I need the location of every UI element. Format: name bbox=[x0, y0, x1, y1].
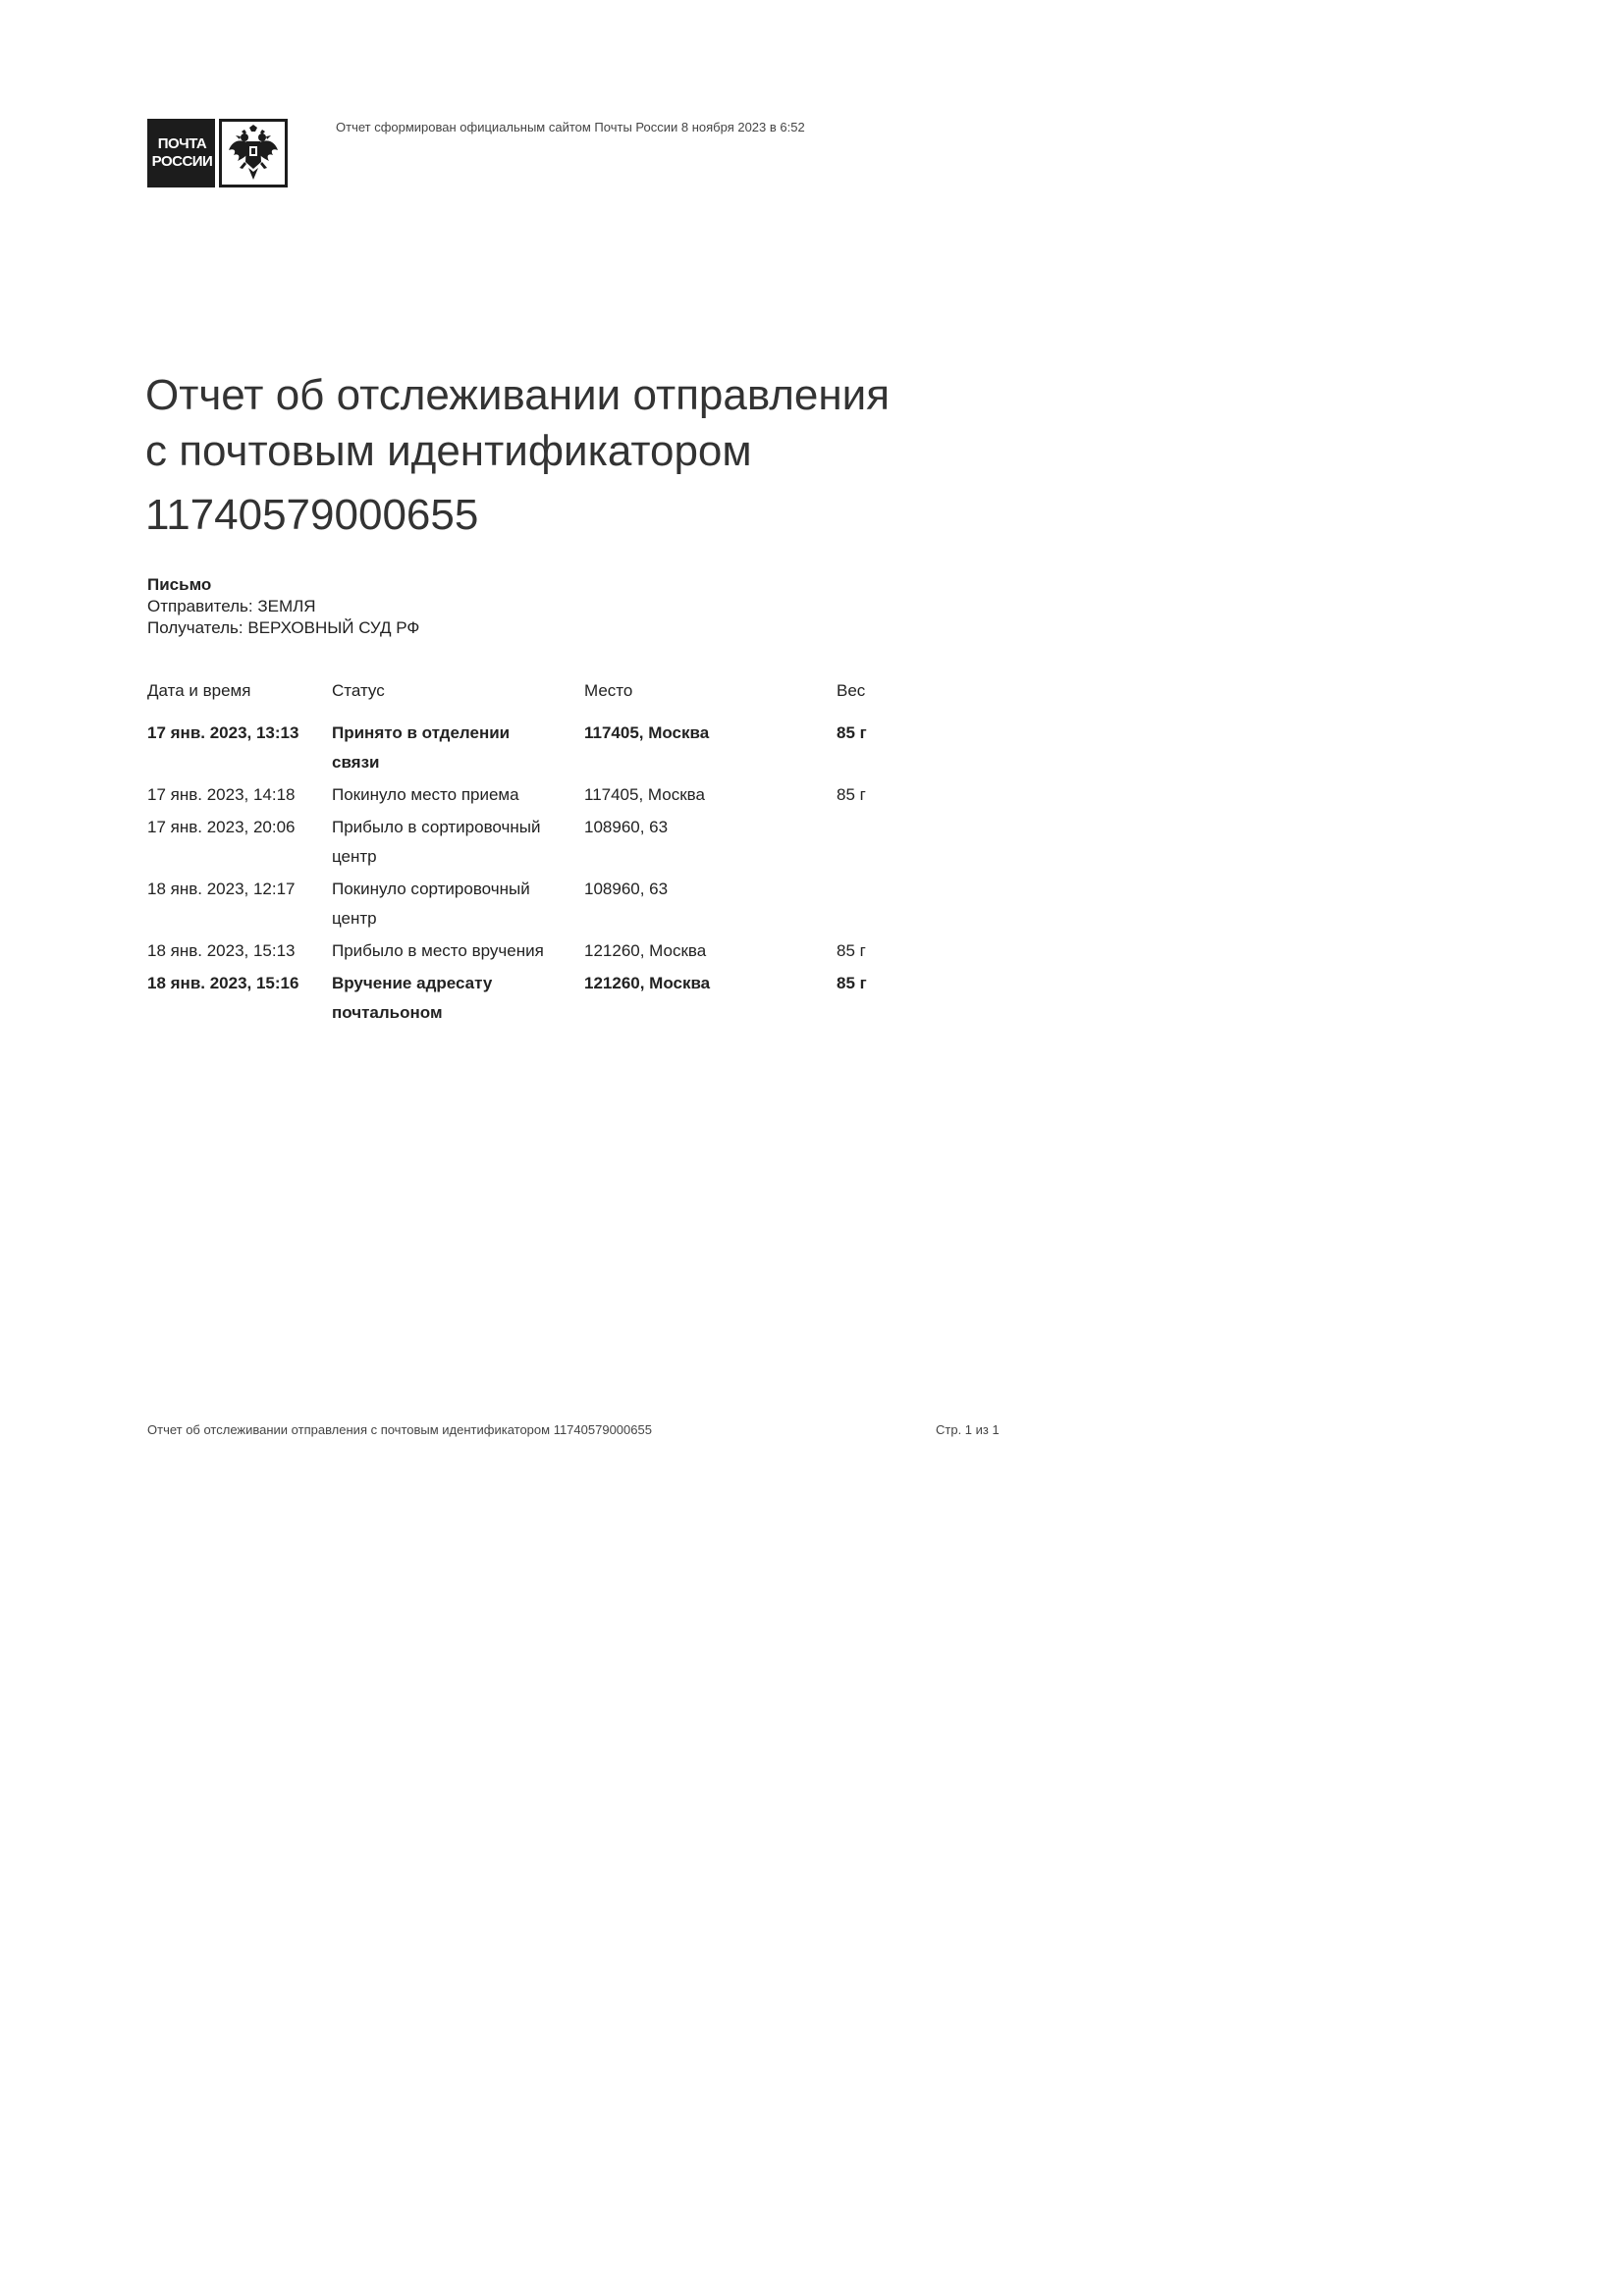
row-status-line-1: Вручение адресату bbox=[332, 974, 493, 992]
header-status: Статус bbox=[332, 681, 385, 700]
page-number: Стр. 1 из 1 bbox=[936, 1422, 1000, 1437]
row-weight: 85 г bbox=[837, 723, 867, 742]
page-title bbox=[145, 367, 890, 543]
footer-report-title: Отчет об отслеживании отправления с почтовым идентификатором 11740579000655 bbox=[147, 1422, 652, 1437]
logo-line-2: РОССИИ bbox=[151, 153, 213, 170]
report-generated-note: Отчет сформирован официальным сайтом Почты России 8 ноября 2023 в 6:52 bbox=[336, 120, 805, 134]
row-date: 17 янв. 2023, 14:18 bbox=[147, 785, 296, 804]
row-place: 117405, Москва bbox=[584, 785, 705, 804]
shipment-info bbox=[147, 574, 419, 639]
row-place: 108960, 63 bbox=[584, 818, 669, 836]
row-status-line-2: почтальоном bbox=[332, 1003, 443, 1022]
row-status-line-1: Прибыло в сортировочный bbox=[332, 818, 541, 836]
tracking-id: 11740579000655 bbox=[145, 491, 479, 539]
title-line-1: Отчет об отслеживании отправления bbox=[145, 371, 891, 419]
table-row bbox=[147, 969, 895, 1031]
table-row bbox=[147, 719, 895, 780]
table-row bbox=[147, 875, 895, 936]
row-status bbox=[332, 875, 584, 936]
sender: Отправитель: ЗЕМЛЯ bbox=[147, 597, 316, 615]
row-place: 108960, 63 bbox=[584, 880, 669, 898]
recipient: Получатель: ВЕРХОВНЫЙ СУД РФ bbox=[147, 618, 420, 637]
row-date: 18 янв. 2023, 12:17 bbox=[147, 880, 296, 898]
row-status bbox=[332, 719, 584, 780]
row-status-line-2: связи bbox=[332, 753, 380, 772]
table-row bbox=[147, 813, 895, 875]
title-line-2: с почтовым идентификатором bbox=[145, 427, 752, 475]
row-date: 17 янв. 2023, 20:06 bbox=[147, 818, 296, 836]
logo-wordmark bbox=[147, 119, 215, 187]
row-place: 121260, Москва bbox=[584, 941, 707, 960]
header-weight: Вес bbox=[837, 681, 866, 700]
row-weight bbox=[837, 875, 895, 936]
eagle-emblem-icon bbox=[219, 119, 288, 187]
russian-post-logo bbox=[147, 119, 288, 187]
row-status-line-2: центр bbox=[332, 847, 377, 866]
double-headed-eagle-icon bbox=[228, 125, 279, 182]
header-date: Дата и время bbox=[147, 681, 251, 700]
shipment-kind: Письмо bbox=[147, 575, 212, 594]
row-weight: 85 г bbox=[837, 941, 866, 960]
row-weight: 85 г bbox=[837, 974, 867, 992]
row-status bbox=[332, 969, 584, 1031]
table-row bbox=[147, 936, 895, 969]
logo-line-1: ПОЧТА bbox=[157, 135, 207, 152]
row-status-line-1: Принято в отделении bbox=[332, 723, 511, 742]
table-row bbox=[147, 780, 895, 813]
table-header-row bbox=[147, 681, 895, 719]
row-status: Прибыло в место вручения bbox=[332, 941, 544, 960]
row-date: 18 янв. 2023, 15:16 bbox=[147, 974, 299, 992]
row-weight bbox=[837, 813, 895, 875]
row-status-line-2: центр bbox=[332, 909, 377, 928]
row-place: 117405, Москва bbox=[584, 723, 710, 742]
row-date: 18 янв. 2023, 15:13 bbox=[147, 941, 296, 960]
row-status-line-1: Покинуло сортировочный bbox=[332, 880, 530, 898]
tracking-history-table bbox=[147, 681, 895, 1031]
row-status bbox=[332, 813, 584, 875]
row-place: 121260, Москва bbox=[584, 974, 711, 992]
header-place: Место bbox=[584, 681, 633, 700]
row-status: Покинуло место приема bbox=[332, 785, 519, 804]
row-date: 17 янв. 2023, 13:13 bbox=[147, 723, 299, 742]
row-weight: 85 г bbox=[837, 785, 866, 804]
